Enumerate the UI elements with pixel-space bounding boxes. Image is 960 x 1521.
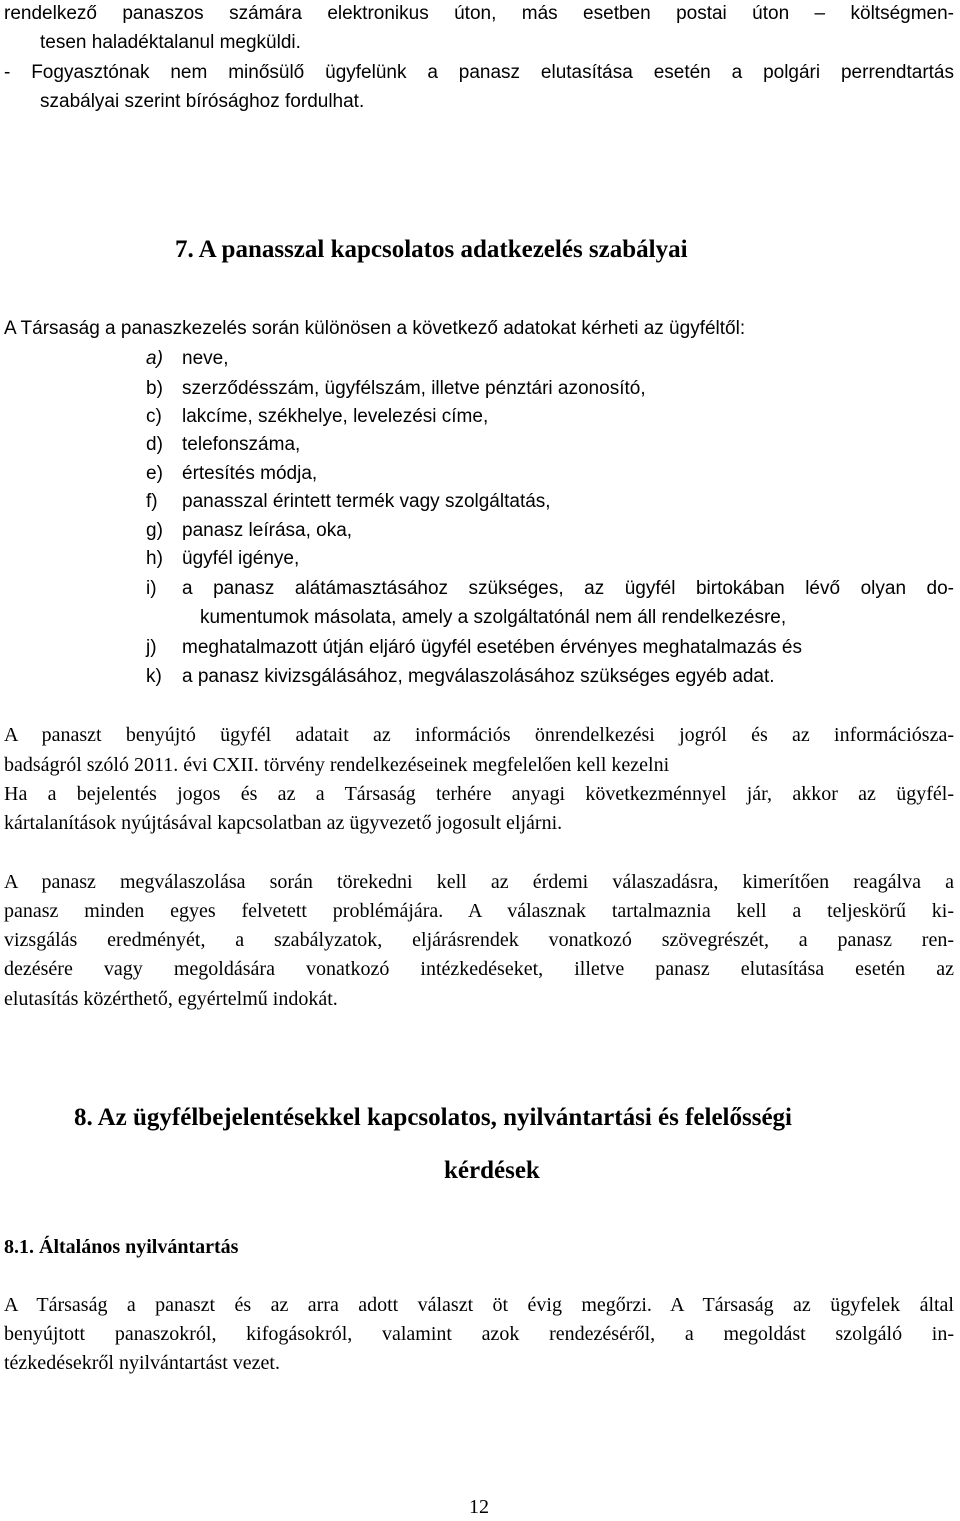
list-marker: c) [146, 406, 162, 427]
list-item-continuation: kumentumok másolata, amely a szolgáltatónál nem áll rendelkezésre, [200, 607, 787, 628]
paragraph-line: dezésére vagy megoldására vonatkozó intézkedéseket, illetve panasz elutasítása esetén az [4, 958, 954, 980]
page-number: 12 [469, 1496, 489, 1518]
list-item: panasz leírása, oka, [182, 520, 353, 541]
paragraph-line: kártalanítások nyújtásával kapcsolatban az ügyvezető jogosult eljárni. [4, 812, 563, 834]
list-marker: b) [146, 378, 163, 399]
paragraph-line: vizsgálás eredményét, a szabályzatok, eljárásrendek vonatkozó szövegrészét, a panasz ren- [4, 929, 954, 951]
paragraph-line: panasz minden egyes felvetett problémájára. A válasznak tartalmaznia kell a teljeskörű ki- [4, 900, 954, 922]
section-7-title: 7. A panasszal kapcsolatos adatkezelés szabályai [175, 236, 688, 263]
intro-line-4: szabályai szerint bírósághoz fordulhat. [40, 91, 365, 112]
list-marker: j) [146, 637, 157, 658]
list-item: a panasz alátámasztásához szükséges, az ügyfél birtokában lévő olyan do- [182, 578, 954, 599]
list-marker: i) [146, 578, 157, 599]
list-item: meghatalmazott útján eljáró ügyfél esetében érvényes meghatalmazás és [182, 637, 802, 658]
list-item: ügyfél igénye, [182, 548, 300, 569]
list-item: panasszal érintett termék vagy szolgáltatás, [182, 491, 551, 512]
paragraph-line: benyújtott panaszokról, kifogásokról, valamint azok rendezéséről, a megoldást szolgáló in- [4, 1323, 954, 1345]
paragraph-line: Ha a bejelentés jogos és az a Társaság terhére anyagi következménnyel jár, akkor az ügyfél- [4, 783, 954, 805]
paragraph-line: A panasz megválaszolása során törekedni kell az érdemi válaszadásra, kimerítően reagálva a [4, 871, 954, 893]
list-marker: h) [146, 548, 163, 569]
intro-line-1: rendelkező panaszos számára elektronikus úton, más esetben postai úton – költségmen- [4, 3, 954, 24]
list-marker: a) [146, 348, 163, 369]
section-8-title-continuation: kérdések [444, 1157, 540, 1184]
list-item: értesítés módja, [182, 463, 318, 484]
list-item: neve, [182, 348, 229, 369]
section-8-title: 8. Az ügyfélbejelentésekkel kapcsolatos, nyilvántartási és felelősségi [74, 1104, 792, 1131]
list-marker: d) [146, 434, 163, 455]
paragraph-line: A panaszt benyújtó ügyfél adatait az információs önrendelkezési jogról és az információsza- [4, 724, 954, 746]
intro-line-3: - Fogyasztónak nem minősülő ügyfelünk a panasz elutasítása esetén a polgári perrendtartás [4, 62, 954, 83]
list-item: lakcíme, székhelye, levelezési címe, [182, 406, 489, 427]
list-marker: e) [146, 463, 163, 484]
list-marker: g) [146, 520, 163, 541]
section-7-lead: A Társaság a panaszkezelés során különösen a következő adatokat kérheti az ügyféltől: [4, 318, 746, 339]
paragraph-line: tézkedésekről nyilvántartást vezet. [4, 1352, 280, 1374]
intro-line-2: tesen haladéktalanul megküldi. [40, 32, 301, 53]
list-item: a panasz kivizsgálásához, megválaszolásához szükséges egyéb adat. [182, 666, 775, 687]
list-marker: k) [146, 666, 162, 687]
list-marker: f) [146, 491, 158, 512]
list-item: telefonszáma, [182, 434, 301, 455]
paragraph-line: elutasítás közérthető, egyértelmű indokát. [4, 988, 338, 1010]
paragraph-line: badságról szóló 2011. évi CXII. törvény rendelkezéseinek megfelelően kell kezelni [4, 754, 670, 776]
subsection-title: 8.1. Általános nyilvántartás [4, 1236, 239, 1258]
paragraph-line: A Társaság a panaszt és az arra adott választ öt évig megőrzi. A Társaság az ügyfelek által [4, 1294, 954, 1316]
list-item: szerződésszám, ügyfélszám, illetve pénztári azonosító, [182, 378, 646, 399]
